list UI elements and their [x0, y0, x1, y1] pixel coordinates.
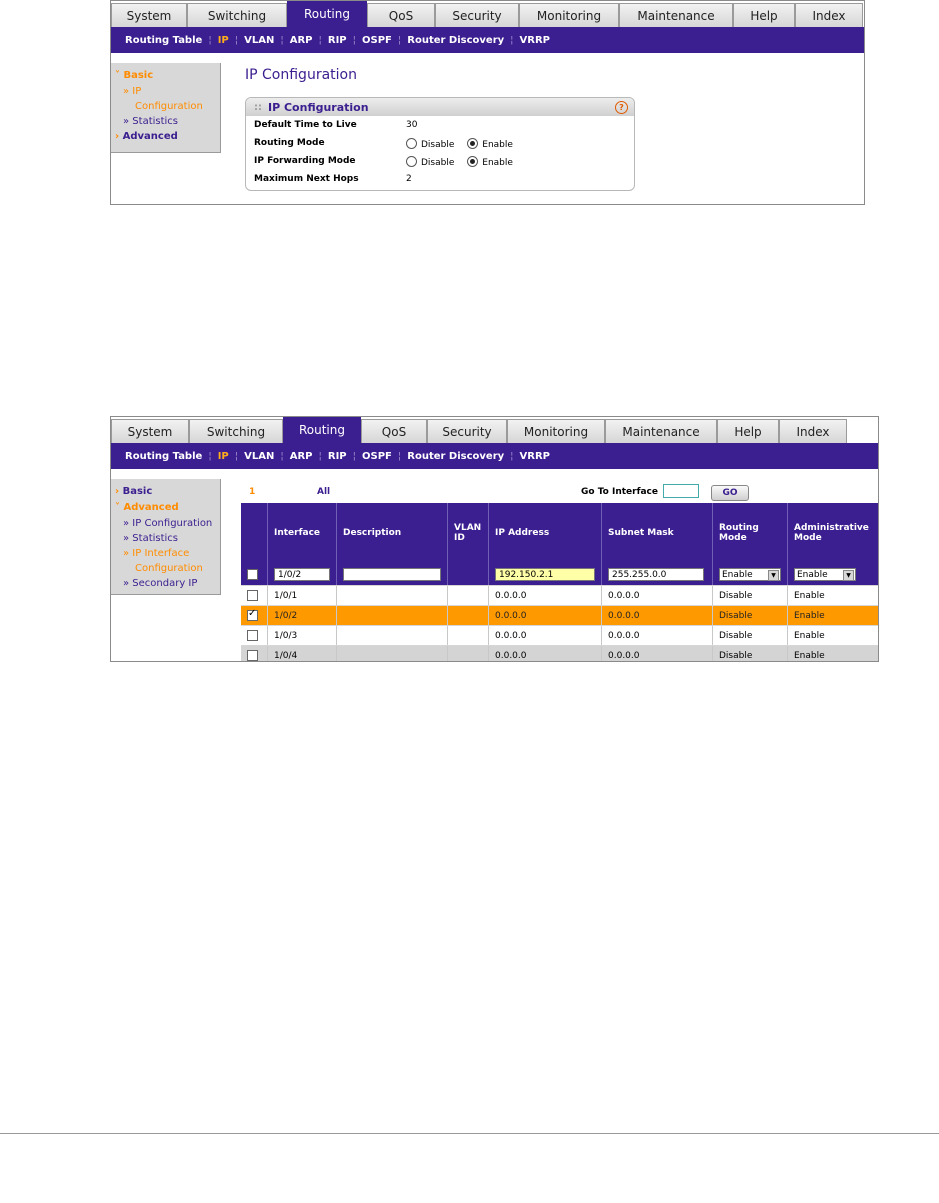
goto-interface-input[interactable] — [663, 484, 699, 498]
subnet-mask-column-header[interactable]: Subnet Mask — [602, 503, 713, 563]
description-column-header[interactable]: Description — [337, 503, 448, 563]
subnet-mask-cell: 0.0.0.0 — [602, 586, 713, 606]
subnav-ospf[interactable]: OSPF — [362, 450, 392, 462]
page-footer-rule — [0, 1133, 939, 1134]
table-row[interactable] — [241, 646, 879, 663]
main-tab-bar — [111, 1, 863, 27]
subnav-router-discovery[interactable]: Router Discovery — [407, 450, 505, 462]
vlan-id-cell — [448, 586, 489, 606]
ip-address-cell: 0.0.0.0 — [489, 646, 602, 663]
ttl-row — [246, 116, 634, 134]
table-row[interactable] — [241, 586, 879, 606]
nav-statistics[interactable]: » Statistics — [123, 533, 179, 544]
nav-statistics[interactable]: » Statistics — [123, 116, 179, 127]
vlan-id-cell — [448, 646, 489, 663]
table-row-selected[interactable] — [241, 606, 879, 626]
forwarding-mode-enable-option[interactable]: Enable — [467, 158, 513, 168]
routing-mode-select[interactable]: Enable ▼ — [719, 568, 781, 581]
pager-all-link[interactable]: All — [317, 487, 331, 497]
row-checkbox[interactable] — [247, 630, 258, 641]
forwarding-mode-row — [246, 152, 634, 170]
subnet-mask-cell: 0.0.0.0 — [602, 626, 713, 646]
administrative-mode-cell: Enable — [788, 646, 879, 663]
subnav-arp[interactable]: ARP — [289, 450, 313, 462]
interface-cell: 1/0/1 — [268, 586, 337, 606]
table-toolbar — [241, 483, 879, 503]
edit-row-checkbox[interactable] — [247, 569, 258, 580]
tab-index[interactable]: Index — [779, 419, 847, 443]
go-button[interactable]: GO — [711, 485, 749, 501]
subnav-ospf[interactable]: OSPF — [362, 34, 392, 46]
vlan-id-column-header[interactable]: VLAN ID — [448, 503, 489, 563]
tab-switching[interactable]: Switching — [187, 3, 287, 27]
nav-basic[interactable]: ˅ Basic — [115, 70, 154, 81]
administrative-mode-cell: Enable — [788, 626, 879, 646]
tab-monitoring[interactable]: Monitoring — [519, 3, 619, 27]
nav-ip-configuration[interactable]: » IP Configuration — [123, 518, 213, 529]
max-next-hops-label: Maximum Next Hops — [254, 174, 359, 184]
nav-ip-configuration-cont[interactable]: Configuration — [135, 101, 203, 112]
subnav-vlan[interactable]: VLAN — [244, 450, 275, 462]
routing-mode-enable-option[interactable]: Enable — [467, 140, 513, 150]
nav-ip-configuration[interactable]: » IP — [123, 86, 142, 97]
administrative-mode-cell: Enable — [788, 606, 879, 626]
administrative-mode-column-header[interactable]: Administrative Mode — [788, 503, 879, 563]
ttl-value: 30 — [406, 120, 418, 130]
interface-column-header[interactable]: Interface — [268, 503, 337, 563]
max-next-hops-row — [246, 170, 634, 188]
nav-basic[interactable]: › Basic — [115, 486, 153, 497]
tab-maintenance[interactable]: Maintenance — [605, 419, 717, 443]
chevron-right-icon: › — [115, 131, 123, 142]
ip-configuration-panel — [245, 97, 635, 191]
table-header-row — [241, 503, 879, 563]
tab-qos[interactable]: QoS — [361, 419, 427, 443]
subnav-arp[interactable]: ARP — [289, 34, 313, 46]
interface-input[interactable]: 1/0/2 — [274, 568, 330, 581]
routing-mode-cell: Disable — [713, 626, 788, 646]
panel-header — [246, 98, 634, 116]
routing-mode-cell: Disable — [713, 586, 788, 606]
nav-ip-interface-configuration[interactable]: » IP Interface — [123, 548, 190, 559]
table-row[interactable] — [241, 626, 879, 646]
ip-address-input[interactable]: 192.150.2.1 — [495, 568, 595, 581]
chevron-down-icon: ˅ — [115, 70, 124, 81]
edit-row — [241, 563, 879, 586]
select-column-header — [241, 503, 268, 563]
forwarding-mode-label: IP Forwarding Mode — [254, 156, 356, 166]
routing-mode-cell: Disable — [713, 646, 788, 663]
tab-maintenance[interactable]: Maintenance — [619, 3, 733, 27]
row-checkbox[interactable] — [247, 650, 258, 661]
chevron-down-icon[interactable]: ▼ — [843, 570, 854, 581]
ip-address-cell: 0.0.0.0 — [489, 586, 602, 606]
tab-help[interactable]: Help — [733, 3, 795, 27]
grip-icon: :: — [254, 101, 262, 113]
goto-interface-label: Go To Interface — [581, 487, 658, 497]
tab-security[interactable]: Security — [427, 419, 507, 443]
tab-qos[interactable]: QoS — [367, 3, 435, 27]
subnav-ip[interactable]: IP — [217, 450, 229, 462]
chevron-right-icon: › — [115, 486, 123, 497]
routing-mode-label: Routing Mode — [254, 138, 325, 148]
subnav-vrrp[interactable]: VRRP — [519, 34, 551, 46]
chevron-down-icon[interactable]: ▼ — [768, 570, 779, 581]
tab-system[interactable]: System — [111, 419, 189, 443]
subnav-router-discovery[interactable]: Router Discovery — [407, 34, 505, 46]
vlan-id-cell — [448, 606, 489, 626]
administrative-mode-select[interactable]: Enable ▼ — [794, 568, 856, 581]
subnav-vlan[interactable]: VLAN — [244, 34, 275, 46]
description-input[interactable] — [343, 568, 441, 581]
ip-interface-configuration-screenshot — [110, 416, 879, 662]
radio-icon[interactable] — [406, 156, 417, 167]
tab-switching[interactable]: Switching — [189, 419, 283, 443]
interface-cell: 1/0/4 — [268, 646, 337, 663]
pager-current-page[interactable]: 1 — [249, 487, 256, 497]
subnav-routing-table[interactable]: Routing Table — [125, 34, 203, 46]
routing-mode-row — [246, 134, 634, 152]
tab-system[interactable]: System — [111, 3, 187, 27]
left-navigation — [111, 63, 221, 153]
routing-mode-disable-option[interactable]: Disable — [406, 140, 454, 150]
ip-address-cell: 0.0.0.0 — [489, 626, 602, 646]
description-cell — [337, 626, 448, 646]
routing-mode-cell: Disable — [713, 606, 788, 626]
description-cell — [337, 586, 448, 606]
subnet-mask-cell: 0.0.0.0 — [602, 646, 713, 663]
nav-advanced[interactable]: › Advanced — [115, 131, 178, 142]
row-checkbox[interactable] — [247, 590, 258, 601]
left-navigation — [111, 479, 221, 595]
routing-mode-column-header[interactable]: Routing Mode — [713, 503, 788, 563]
subnav-ip[interactable]: IP — [217, 34, 229, 46]
ip-interface-table — [241, 503, 879, 662]
description-cell — [337, 606, 448, 626]
interface-cell: 1/0/2 — [268, 606, 337, 626]
ip-configuration-screenshot — [110, 0, 865, 205]
tab-routing[interactable]: Routing — [283, 417, 361, 443]
vlan-id-cell — [448, 626, 489, 646]
radio-selected-icon[interactable] — [467, 138, 478, 149]
row-checkbox-checked[interactable] — [247, 610, 258, 621]
tab-routing[interactable]: Routing — [287, 1, 367, 27]
subnav-rip[interactable]: RIP — [327, 34, 347, 46]
panel-title: IP Configuration — [268, 100, 369, 114]
tab-monitoring[interactable]: Monitoring — [507, 419, 605, 443]
tab-help[interactable]: Help — [717, 419, 779, 443]
ip-address-cell: 0.0.0.0 — [489, 606, 602, 626]
nav-advanced[interactable]: ˅ Advanced — [115, 502, 179, 513]
sub-navigation: Routing Table ¦ IP ¦ VLAN ¦ ARP ¦ RIP ¦ OSPF ¦ Router Discovery ¦ VRRP — [111, 27, 864, 53]
subnav-routing-table[interactable]: Routing Table — [125, 450, 203, 462]
chevron-down-icon: ˅ — [115, 502, 124, 513]
sub-navigation: Routing Table ¦ IP ¦ VLAN ¦ ARP ¦ RIP ¦ OSPF ¦ Router Discovery ¦ VRRP — [111, 443, 878, 469]
interface-cell: 1/0/3 — [268, 626, 337, 646]
nav-ip-interface-configuration-cont[interactable]: Configuration — [135, 563, 203, 574]
radio-selected-icon[interactable] — [467, 156, 478, 167]
forwarding-mode-disable-option[interactable]: Disable — [406, 158, 454, 168]
ttl-label: Default Time to Live — [254, 120, 357, 130]
subnav-vrrp[interactable]: VRRP — [519, 450, 551, 462]
description-cell — [337, 646, 448, 663]
page-title: IP Configuration — [245, 67, 357, 83]
subnet-mask-input[interactable]: 255.255.0.0 — [608, 568, 704, 581]
radio-icon[interactable] — [406, 138, 417, 149]
ip-address-column-header[interactable]: IP Address — [489, 503, 602, 563]
help-icon[interactable]: ? — [615, 101, 628, 114]
subnet-mask-cell: 0.0.0.0 — [602, 606, 713, 626]
tab-index[interactable]: Index — [795, 3, 863, 27]
nav-secondary-ip[interactable]: » Secondary IP — [123, 578, 198, 589]
administrative-mode-cell: Enable — [788, 586, 879, 606]
main-tab-bar — [111, 417, 847, 443]
subnav-rip[interactable]: RIP — [327, 450, 347, 462]
max-next-hops-value: 2 — [406, 174, 412, 184]
tab-security[interactable]: Security — [435, 3, 519, 27]
